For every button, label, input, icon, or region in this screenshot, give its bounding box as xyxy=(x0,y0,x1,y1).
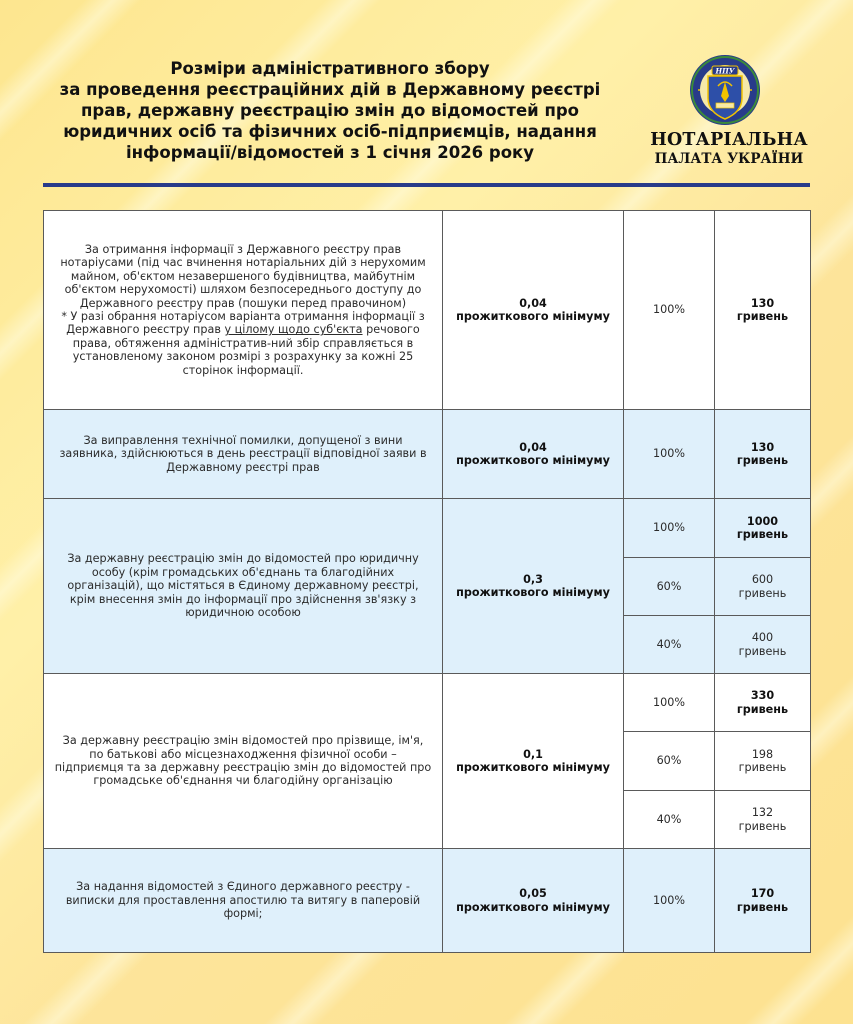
underlined-phrase: у цілому щодо суб'єкта xyxy=(224,323,363,337)
title-line: за проведення реєстраційних дій в Державному реєстрі xyxy=(59,80,601,99)
page-title xyxy=(40,58,620,163)
table-row xyxy=(44,849,811,953)
percent-cell: 40% xyxy=(624,791,715,849)
brand-line1: НОТАРІАЛЬНА xyxy=(650,130,808,150)
service-description: За державну реєстрацію змін відомостей про прізвище, ім'я, по батькові або місцезнаходження фізичної особи – підприємця та за державну реєстрацію змін до відомостей про громадське об'єднання чи благодійну організацію xyxy=(44,674,443,849)
table-row xyxy=(44,410,811,499)
title-line: інформації/відомостей з 1 січня 2026 року xyxy=(125,143,534,162)
service-description: За державну реєстрацію змін до відомостей про юридичну особу (крім громадських об'єднань та благодійних організацій), що містяться в Єдиному державному реєстрі, крім внесення змін до інформації про здійснення зв'язку з юридичною особою xyxy=(44,499,443,674)
base-rate: 0,1 прожиткового мінімуму xyxy=(443,674,624,849)
fee-table xyxy=(43,210,811,953)
title-line: прав, державну реєстрацію змін до відомостей про xyxy=(80,101,579,120)
amount-cell: 170 гривень xyxy=(715,849,811,953)
amount-cell: 400 гривень xyxy=(715,616,811,674)
title-line: Розміри адміністративного збору xyxy=(170,59,490,78)
base-rate: 0,04 прожиткового мінімуму xyxy=(443,211,624,410)
percent-cell: 100% xyxy=(624,674,715,732)
amount-cell: 132 гривень xyxy=(715,791,811,849)
title-line: юридичних осіб та фізичних осіб-підприємців, надання xyxy=(63,122,597,141)
percent-cell: 100% xyxy=(624,499,715,558)
amount-cell: 130 гривень xyxy=(715,211,811,410)
amount-cell: 1000 гривень xyxy=(715,499,811,558)
table-row xyxy=(44,499,811,558)
base-rate: 0,04 прожиткового мінімуму xyxy=(443,410,624,499)
service-description: За надання відомостей з Єдиного державного реєстру - виписки для проставлення апостилю та витягу в паперовій формі; xyxy=(44,849,443,953)
amount-cell: 130 гривень xyxy=(715,410,811,499)
service-description: За виправлення технічної помилки, допущеної з вини заявника, здійснюються в день реєстрації відповідної заяви в Державному реєстрі прав xyxy=(44,410,443,499)
percent-cell: 60% xyxy=(624,558,715,616)
percent-cell: 40% xyxy=(624,616,715,674)
table-row xyxy=(44,674,811,732)
amount-cell: 330 гривень xyxy=(715,674,811,732)
percent-cell: 60% xyxy=(624,732,715,791)
base-rate: 0,05 прожиткового мінімуму xyxy=(443,849,624,953)
svg-text:НПУ: НПУ xyxy=(715,66,735,76)
notary-chamber-logo xyxy=(648,48,808,173)
table-row xyxy=(44,211,811,410)
amount-cell: 198 гривень xyxy=(715,732,811,791)
percent-cell: 100% xyxy=(624,410,715,499)
brand-line2: ПАЛАТА УКРАЇНИ xyxy=(654,151,804,167)
service-description: За отримання інформації з Державного реєстру прав нотаріусами (під час вчинення нотаріальних дій з нерухомим майном, об'єктом незавершеного будівництва, майбутнім об'єктом нерухомості) шляхом безпосереднього доступу до Державного реєстру прав (пошуки перед правочином) * У разі обрання нотаріусом варіанта отримання інформації з Державного реєстру прав у цілому щодо суб'єкта речового права, обтяження адміністратив-ний збір справляється в установленому законом розмірі з розрахунку за кожні 25 сторінок інформації. xyxy=(44,211,443,410)
base-rate: 0,3 прожиткового мінімуму xyxy=(443,499,624,674)
header-divider xyxy=(43,183,810,187)
percent-cell: 100% xyxy=(624,211,715,410)
amount-cell: 600 гривень xyxy=(715,558,811,616)
percent-cell: 100% xyxy=(624,849,715,953)
notary-chamber-emblem-icon xyxy=(688,52,762,130)
